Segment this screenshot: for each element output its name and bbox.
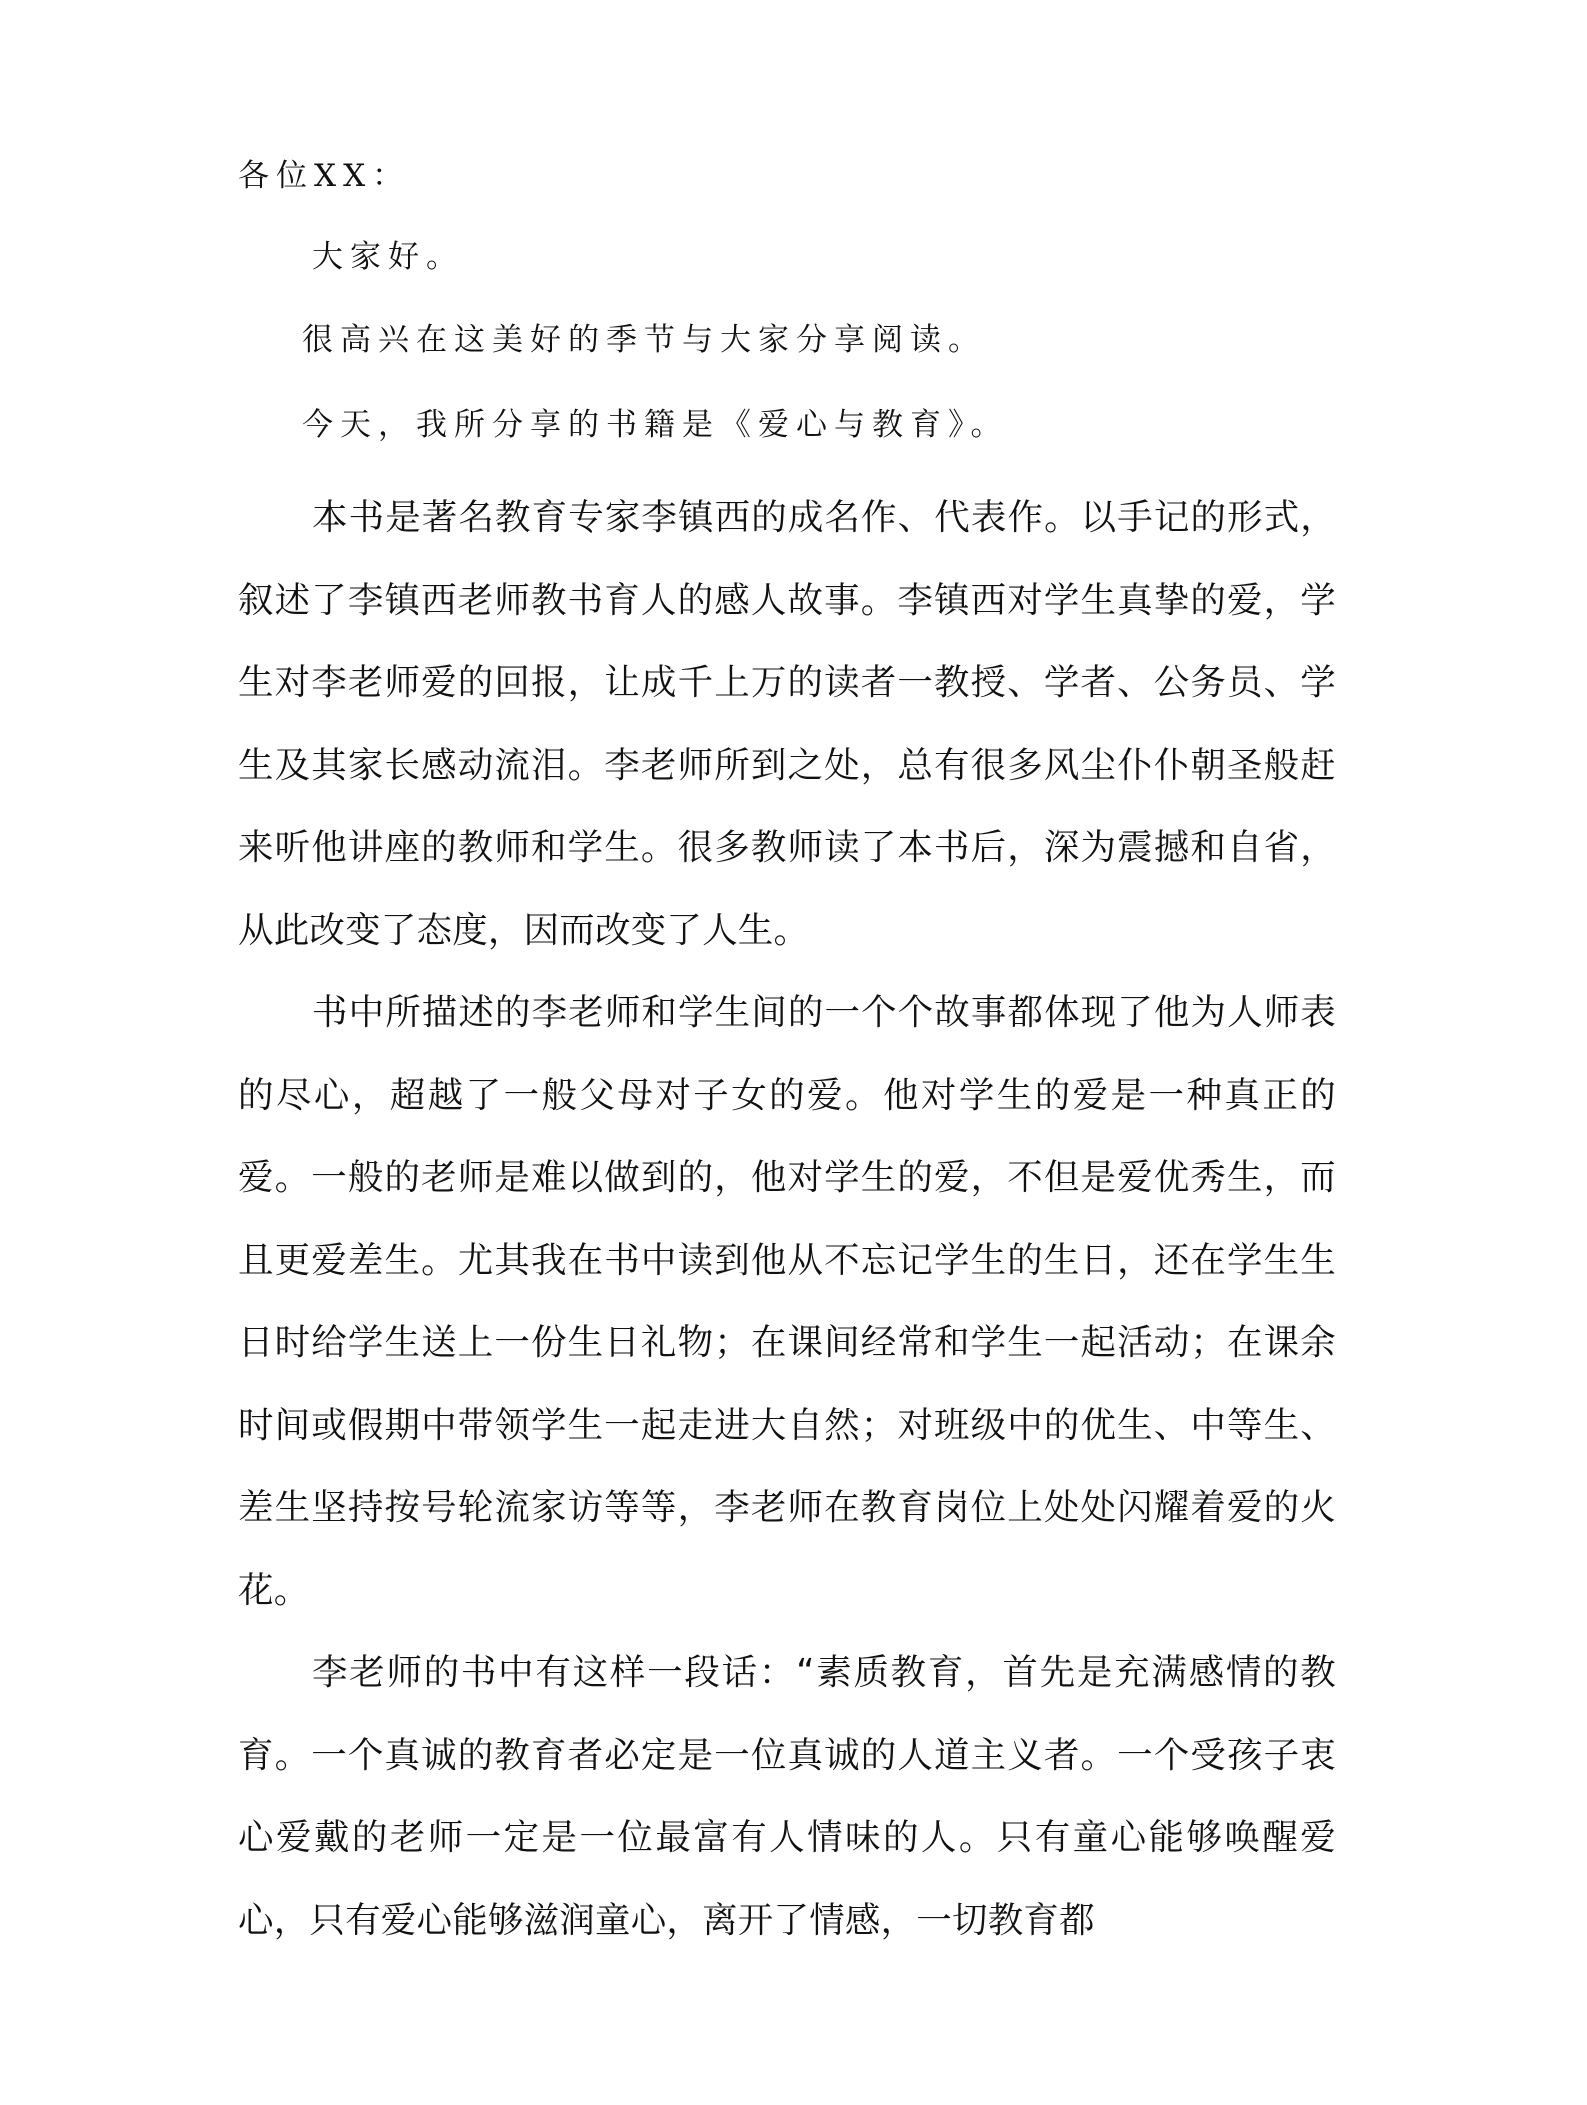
- paragraph-book-intro: [238, 477, 1336, 972]
- paragraph-quote: [238, 1632, 1336, 1962]
- book-title-line: 今天，我所分享的书籍是《爱心与教育》。: [302, 407, 1009, 443]
- salutation: 各位XX：: [238, 158, 411, 194]
- greeting: 大家好。: [312, 239, 464, 275]
- paragraph-text: 李老师的书中有这样一段话：“素质教育，首先是充满感情的教育。一个真诚的教育者必定是一位真诚的人道主义者。一个受孩子衷心爱戴的老师一定是一位最富有人情味的人。只有童心能够唤醒爱心，只有爱心能够滋润童心，离开了情感，一切教育都: [238, 1652, 1336, 1941]
- intro-line: 很高兴在这美好的季节与大家分享阅读。: [302, 322, 986, 358]
- paragraph-text: 书中所描述的李老师和学生间的一个个故事都体现了他为人师表的尽心，超越了一般父母对子女的爱。他对学生的爱是一种真正的爱。一般的老师是难以做到的，他对学生的爱，不但是爱优秀生，而且更爱差生。尤其我在书中读到他从不忘记学生的生日，还在学生生日时给学生送上一份生日礼物；在课间经常和学生一起活动；在课余时间或假期中带领学生一起走进大自然；对班级中的优生、中等生、差生坚持按号轮流家访等等，李老师在教育岗位上处处闪耀着爱的火花。: [238, 992, 1336, 1611]
- paragraph-text: 本书是著名教育专家李镇西的成名作、代表作。以手记的形式，叙述了李镇西老师教书育人的感人故事。李镇西对学生真挚的爱，学生对李老师爱的回报，让成千上万的读者一教授、学者、公务员、学生及其家长感动流泪。李老师所到之处，总有很多风尘仆仆朝圣般赶来听他讲座的教师和学生。很多教师读了本书后，深为震撼和自省，从此改变了态度，因而改变了人生。: [238, 497, 1336, 951]
- paragraph-teacher-stories: [238, 972, 1336, 1632]
